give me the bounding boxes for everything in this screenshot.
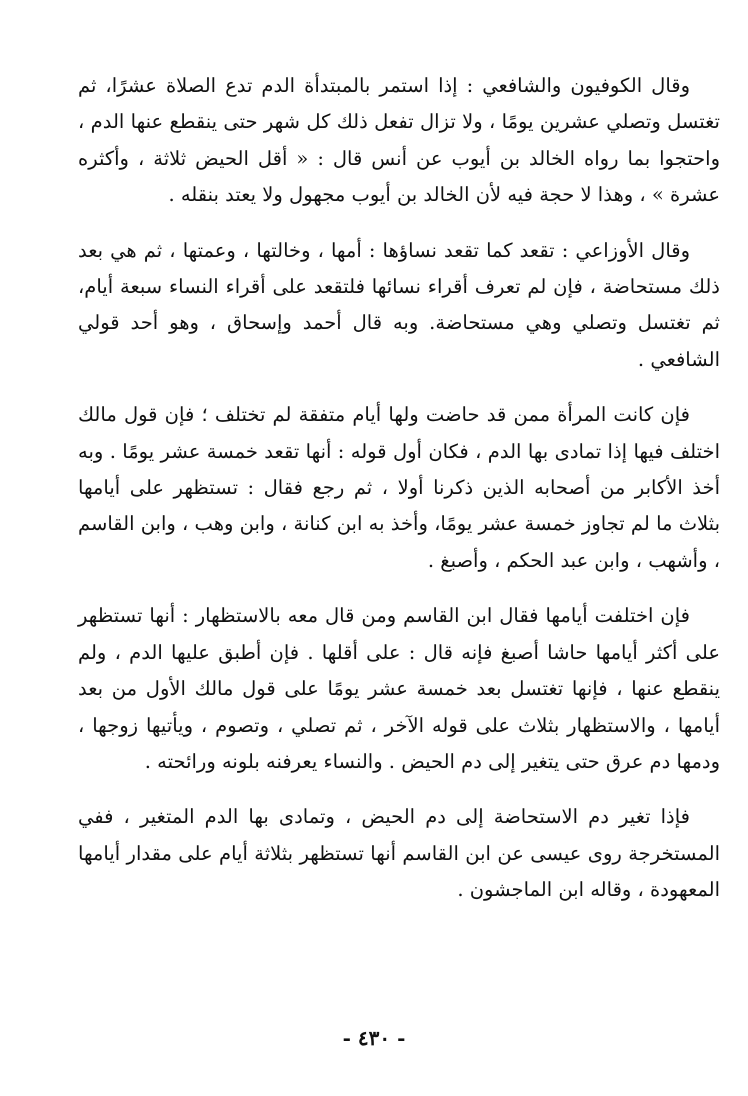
paragraph-istizhar: فإن اختلفت أيامها فقال ابن القاسم ومن قال معه بالاستظهار : أنها تستظهر على أكثر أيامها حاشا أصبغ فإنه قال : على أقلها . فإن أطبق عليها الدم ، ولم ينقطع عنها ، فإنها تغتسل بعد خمسة عشر يومًا على قول مالك الأول من بعد أيامها ، والاستظهار بثلاث على قوله الآخر ، ثم تصلي ، وتصوم ، ويأتيها زوجها ، ودمها دم عرق حتى يتغير إلى دم الحيض . والنساء يعرفنه بلونه ورائحته . xyxy=(78,604,720,773)
paragraph-malik-days: فإن كانت المرأة ممن قد حاضت ولها أيام متفقة لم تختلف ؛ فإن قول مالك اختلف فيها إذا تمادى بها الدم ، فكان أول قوله : أنها تقعد خمسة عشر يومًا . وبه أخذ الأكابر من أصحابه الذين ذكرنا أولا ، ثم رجع فقال : تستظهر على أيامها بثلاث ما لم تجاوز خمسة عشر يومًا، وأخذ به ابن كنانة ، وابن وهب ، وابن القاسم ، وأشهب ، وابن عبد الحكم ، وأصبغ . xyxy=(78,403,720,572)
body-text xyxy=(78,68,720,928)
paragraph-awzai: وقال الأوزاعي : تقعد كما تقعد نساؤها : أمها ، وخالتها ، وعمتها ، ثم هي بعد ذلك مستحاضة ، فإن لم تعرف أقراء نسائها فلتقعد على أقراء النساء سبعة أيام، ثم تغتسل وتصلي وهي مستحاضة. وبه قال أحمد وإسحاق ، وهو أحد قولي الشافعي . xyxy=(78,238,720,371)
paragraph-mustakhraja: فإذا تغير دم الاستحاضة إلى دم الحيض ، وتمادى بها الدم المتغير ، ففي المستخرجة روى عيسى عن ابن القاسم أنها تستظهر بثلاثة أيام على مقدار أيامها المعهودة ، وقاله ابن الماجشون . xyxy=(78,805,720,902)
paragraph-kufiyun-shafii: وقال الكوفيون والشافعي : إذا استمر بالمبتدأة الدم تدع الصلاة عشرًا، ثم تغتسل وتصلي عشرين يومًا ، ولا تزال تفعل ذلك كل شهر حتى ينقطع عنها الدم ، واحتجوا بما رواه الخالد بن أيوب عن أنس قال : « أقل الحيض ثلاثة ، وأكثره عشرة » ، وهذا لا حجة فيه لأن الخالد بن أيوب مجهول ولا يعتد بنقله . xyxy=(78,74,720,207)
page-number: - ٤٣٠ - xyxy=(342,1026,406,1050)
